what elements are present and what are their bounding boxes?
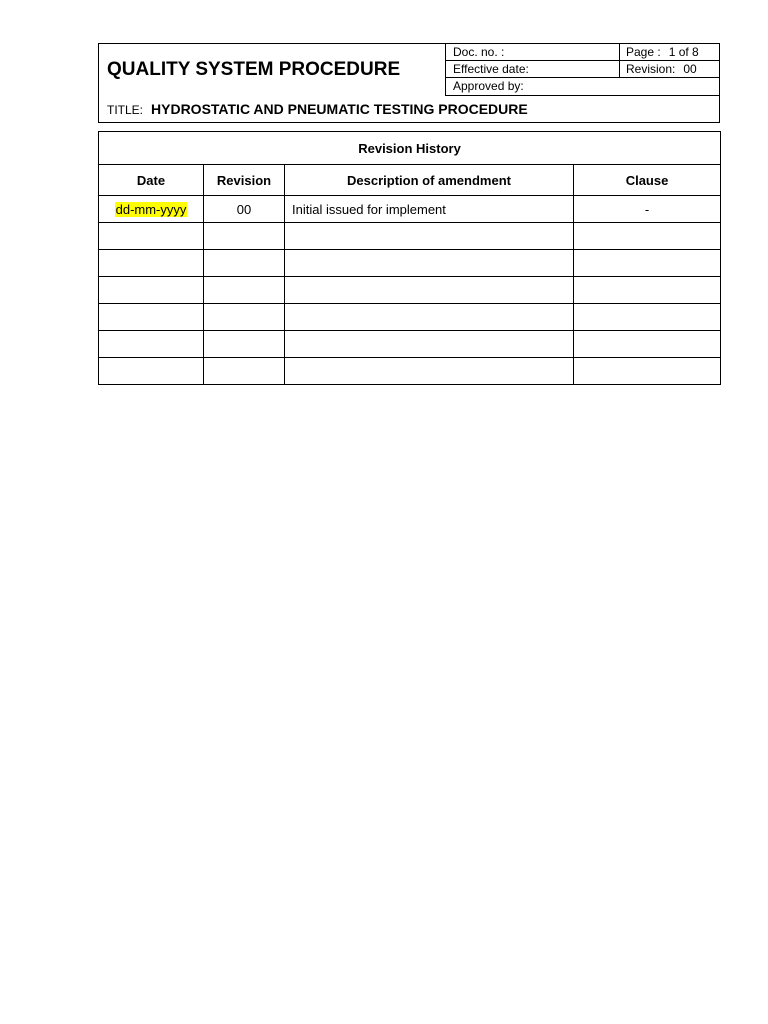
page-field: [620, 44, 719, 60]
table-row: [99, 250, 721, 277]
date-cell: [99, 196, 204, 223]
revision-field: [620, 61, 719, 77]
description-cell: [285, 331, 574, 358]
table-row: [99, 277, 721, 304]
meta-row-effective: [446, 61, 719, 78]
description-cell: [285, 277, 574, 304]
page-label: Page :: [626, 45, 661, 59]
meta-row-approved: [446, 78, 719, 96]
document-meta-block: [446, 44, 719, 96]
date-cell: [99, 304, 204, 331]
clause-cell: [574, 250, 721, 277]
document-header: [98, 43, 720, 123]
revision-label: Revision:: [626, 62, 676, 76]
date-cell: [99, 223, 204, 250]
clause-cell: [574, 358, 721, 385]
revision-cell: [204, 358, 285, 385]
doc-no-label: Doc. no. :: [446, 44, 620, 60]
revision-history-caption: Revision History: [99, 132, 721, 165]
description-cell: Initial issued for implement: [285, 196, 574, 223]
clause-cell: [574, 331, 721, 358]
revision-cell: [204, 250, 285, 277]
date-cell: [99, 331, 204, 358]
revision-cell: 00: [204, 196, 285, 223]
clause-cell: [574, 223, 721, 250]
description-cell: [285, 358, 574, 385]
clause-cell: [574, 304, 721, 331]
page-value: 1 of 8: [668, 45, 699, 59]
revision-value: 00: [683, 62, 697, 76]
revision-history-table: [98, 131, 721, 385]
highlighted-date-text: dd-mm-yyyy: [115, 201, 187, 217]
procedure-title: HYDROSTATIC AND PNEUMATIC TESTING PROCEDURE: [151, 101, 528, 117]
title-label: TITLE:: [107, 103, 144, 117]
description-cell: [285, 223, 574, 250]
date-cell: [99, 250, 204, 277]
revision-cell: [204, 331, 285, 358]
revision-cell: [204, 223, 285, 250]
column-header-revision: Revision: [204, 165, 285, 196]
date-cell: [99, 277, 204, 304]
clause-cell: [574, 277, 721, 304]
meta-row-docno: [446, 44, 719, 61]
table-row: [99, 223, 721, 250]
table-row: [99, 331, 721, 358]
column-header-clause: Clause: [574, 165, 721, 196]
procedure-title-row: [99, 96, 719, 122]
table-row: [99, 196, 721, 223]
approved-by-label: Approved by:: [453, 79, 524, 93]
description-cell: [285, 250, 574, 277]
date-cell: [99, 358, 204, 385]
column-header-date: Date: [99, 165, 204, 196]
table-row: [99, 358, 721, 385]
clause-cell: -: [574, 196, 721, 223]
description-cell: [285, 304, 574, 331]
document-type-title: QUALITY SYSTEM PROCEDURE: [99, 44, 446, 96]
table-header-row: [99, 165, 721, 196]
revision-cell: [204, 304, 285, 331]
table-row: [99, 304, 721, 331]
effective-date-label: Effective date:: [446, 61, 620, 77]
column-header-description: Description of amendment: [285, 165, 574, 196]
revision-cell: [204, 277, 285, 304]
